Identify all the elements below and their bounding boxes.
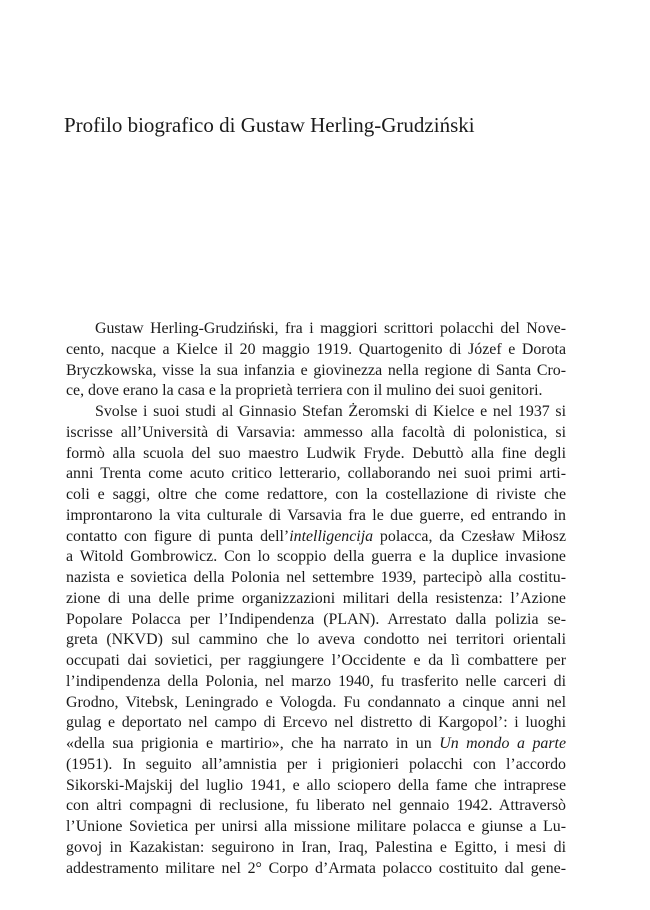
text-line <box>66 444 566 465</box>
text-line <box>66 817 566 838</box>
text-line <box>66 381 566 402</box>
text-line <box>66 402 566 423</box>
text-line <box>66 319 566 340</box>
text-segment: con altri compagni di reclusione, fu liberato nel gennaio 1942. Attraversò <box>66 797 566 815</box>
text-segment: polacca, da Czesław Miłosz <box>373 527 566 545</box>
text-line <box>66 423 566 444</box>
text-segment: occupati dai sovietici, per raggiungere l’Occidente e da lì combattere per <box>66 652 566 669</box>
text-segment: formò alla scuola del suo maestro Ludwik Fryde. Debuttò alla fine degli <box>66 444 566 462</box>
text-line <box>66 796 566 817</box>
text-segment: l’Unione Sovietica per unirsi alla missione militare polacca e giunse a Lu- <box>66 818 566 835</box>
text-segment: Bryczkowska, visse la sua infanzia e giovinezza nella regione di Santa Cro- <box>66 361 566 379</box>
text-line <box>66 610 566 631</box>
text-segment: ce, dove erano la casa e la proprietà terriera con il mulino dei suoi genitori. <box>66 382 543 400</box>
body-text <box>66 319 566 879</box>
text-segment: zione di una delle prime organizzazioni militari della resistenza: l’Azione <box>66 589 566 607</box>
text-segment: Grodno, Vitebsk, Leningrado e Vologda. Fu condannato a cinque anni nel <box>66 693 566 711</box>
text-line <box>66 630 566 651</box>
text-line <box>66 547 566 568</box>
text-segment: greta (NKVD) sul cammino che lo aveva condotto nei territori orientali <box>66 631 566 649</box>
text-line <box>66 340 566 361</box>
text-segment: iscrisse all’Università di Varsavia: ammesso alla facoltà di polonistica, si <box>66 423 566 441</box>
text-line <box>66 485 566 506</box>
text-line <box>66 755 566 776</box>
text-line <box>66 568 566 589</box>
text-segment: l’indipendenza della Polonia, nel marzo 1940, fu trasferito nelle carceri di <box>66 672 566 690</box>
text-segment: Svolse i suoi studi al Ginnasio Stefan Żeromski di Kielce e nel 1937 si <box>95 403 566 420</box>
text-segment: contatto con figure di punta dell’ <box>66 527 290 545</box>
text-segment: a Witold Gombrowicz. Con lo scoppio della guerra e la duplice invasione <box>66 548 566 566</box>
text-line <box>66 464 566 485</box>
text-line <box>66 589 566 610</box>
text-segment: improntarono la vita culturale di Varsavia fra le due guerre, ed entrando in <box>66 506 566 524</box>
text-segment: (1951). In seguito all’amnistia per i prigionieri polacchi con l’accordo <box>66 755 566 773</box>
text-line <box>66 672 566 693</box>
text-line <box>66 527 566 548</box>
text-segment: gulag e deportato nel campo di Ercevo nel distretto di Kargopol’: i luoghi <box>66 714 566 732</box>
text-line <box>66 859 566 880</box>
text-line <box>66 713 566 734</box>
text-segment: govoj in Kazakistan: seguirono in Iran, Iraq, Palestina e Egitto, i mesi di <box>66 838 566 856</box>
text-line <box>66 734 566 755</box>
text-segment: cento, nacque a Kielce il 20 maggio 1919. Quartogenito di Józef e Dorota <box>66 340 566 358</box>
text-line <box>66 506 566 527</box>
page-title: Profilo biografico di Gustaw Herling-Grudziński <box>64 113 475 137</box>
text-segment: nazista e sovietica della Polonia nel settembre 1939, partecipò alla costitu- <box>66 569 566 586</box>
text-line <box>66 838 566 859</box>
text-line <box>66 651 566 672</box>
text-segment: addestramento militare nel 2° Corpo d’Armata polacco costituito dal gene- <box>66 859 566 877</box>
text-segment: «della sua prigionia e martirio», che ha narrato in un <box>66 735 440 752</box>
text-segment: coli e saggi, oltre che come redattore, con la costellazione di riviste che <box>66 486 566 503</box>
text-segment: Sikorski-Majskij del luglio 1941, e allo sciopero della fame che intraprese <box>66 776 566 794</box>
text-segment: Popolare Polacca per l’Indipendenza (PLAN). Arrestato dalla polizia se- <box>66 610 566 628</box>
italic-text: Un mondo a parte <box>439 735 566 752</box>
text-line <box>66 693 566 714</box>
text-line <box>66 776 566 797</box>
text-segment: Gustaw Herling-Grudziński, fra i maggiori scrittori polacchi del Nove- <box>95 320 566 337</box>
italic-text: intelligencija <box>289 527 374 545</box>
text-line <box>66 361 566 382</box>
text-segment: anni Trenta come acuto critico letterario, collaborando nei suoi primi arti- <box>66 465 566 483</box>
